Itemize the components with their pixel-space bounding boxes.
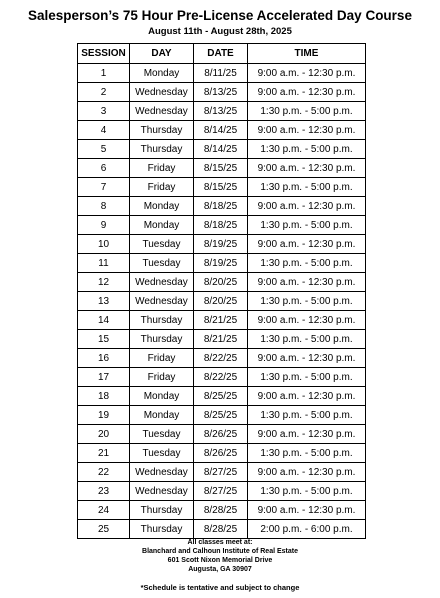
table-row xyxy=(78,178,366,197)
table-row xyxy=(78,216,366,235)
day-cell: Monday xyxy=(130,387,194,406)
city-state-zip: Augusta, GA 30907 xyxy=(188,566,252,573)
session-cell: 5 xyxy=(78,140,130,159)
table-row xyxy=(78,425,366,444)
session-cell: 25 xyxy=(78,520,130,539)
time-cell: 9:00 a.m. - 12:30 p.m. xyxy=(248,235,366,254)
time-cell: 9:00 a.m. - 12:30 p.m. xyxy=(248,425,366,444)
date-range-subtitle: August 11th - August 28th, 2025 xyxy=(148,26,292,37)
day-cell: Thursday xyxy=(130,501,194,520)
session-cell: 16 xyxy=(78,349,130,368)
time-cell: 9:00 a.m. - 12:30 p.m. xyxy=(248,121,366,140)
day-cell: Wednesday xyxy=(130,102,194,121)
date-cell: 8/19/25 xyxy=(194,254,248,273)
session-cell: 1 xyxy=(78,64,130,83)
table-row xyxy=(78,121,366,140)
date-cell: 8/19/25 xyxy=(194,235,248,254)
date-cell: 8/15/25 xyxy=(194,178,248,197)
time-cell: 1:30 p.m. - 5:00 p.m. xyxy=(248,102,366,121)
time-cell: 1:30 p.m. - 5:00 p.m. xyxy=(248,254,366,273)
time-cell: 9:00 a.m. - 12:30 p.m. xyxy=(248,273,366,292)
session-cell: 18 xyxy=(78,387,130,406)
date-cell: 8/13/25 xyxy=(194,83,248,102)
day-cell: Wednesday xyxy=(130,292,194,311)
meeting-location-label: All classes meet at: xyxy=(187,539,253,546)
table-row xyxy=(78,501,366,520)
time-cell: 9:00 a.m. - 12:30 p.m. xyxy=(248,197,366,216)
table-row xyxy=(78,292,366,311)
date-cell: 8/22/25 xyxy=(194,368,248,387)
session-cell: 10 xyxy=(78,235,130,254)
date-cell: 8/22/25 xyxy=(194,349,248,368)
day-cell: Wednesday xyxy=(130,482,194,501)
table-row xyxy=(78,159,366,178)
table-row xyxy=(78,520,366,539)
date-cell: 8/13/25 xyxy=(194,102,248,121)
institute-name: Blanchard and Calhoun Institute of Real Estate xyxy=(142,548,298,555)
table-row xyxy=(78,482,366,501)
day-cell: Friday xyxy=(130,349,194,368)
table-header-row xyxy=(78,44,366,64)
day-cell: Wednesday xyxy=(130,83,194,102)
session-cell: 3 xyxy=(78,102,130,121)
table-row xyxy=(78,64,366,83)
table-row xyxy=(78,463,366,482)
day-cell: Thursday xyxy=(130,121,194,140)
column-header-session: SESSION xyxy=(78,44,130,64)
time-cell: 9:00 a.m. - 12:30 p.m. xyxy=(248,501,366,520)
date-cell: 8/21/25 xyxy=(194,330,248,349)
day-cell: Tuesday xyxy=(130,254,194,273)
time-cell: 9:00 a.m. - 12:30 p.m. xyxy=(248,387,366,406)
session-cell: 2 xyxy=(78,83,130,102)
session-cell: 15 xyxy=(78,330,130,349)
table-row xyxy=(78,140,366,159)
table-row xyxy=(78,197,366,216)
date-cell: 8/25/25 xyxy=(194,387,248,406)
table-row xyxy=(78,406,366,425)
time-cell: 9:00 a.m. - 12:30 p.m. xyxy=(248,463,366,482)
table-row xyxy=(78,311,366,330)
column-header-time: TIME xyxy=(248,44,366,64)
date-cell: 8/27/25 xyxy=(194,463,248,482)
table-row xyxy=(78,273,366,292)
time-cell: 1:30 p.m. - 5:00 p.m. xyxy=(248,292,366,311)
time-cell: 9:00 a.m. - 12:30 p.m. xyxy=(248,83,366,102)
session-cell: 21 xyxy=(78,444,130,463)
date-cell: 8/21/25 xyxy=(194,311,248,330)
date-cell: 8/20/25 xyxy=(194,273,248,292)
time-cell: 1:30 p.m. - 5:00 p.m. xyxy=(248,406,366,425)
date-cell: 8/28/25 xyxy=(194,520,248,539)
session-cell: 23 xyxy=(78,482,130,501)
date-cell: 8/25/25 xyxy=(194,406,248,425)
schedule-body xyxy=(78,64,366,539)
time-cell: 1:30 p.m. - 5:00 p.m. xyxy=(248,140,366,159)
time-cell: 2:00 p.m. - 6:00 p.m. xyxy=(248,520,366,539)
time-cell: 1:30 p.m. - 5:00 p.m. xyxy=(248,330,366,349)
day-cell: Tuesday xyxy=(130,425,194,444)
date-cell: 8/11/25 xyxy=(194,64,248,83)
date-cell: 8/18/25 xyxy=(194,216,248,235)
day-cell: Tuesday xyxy=(130,444,194,463)
time-cell: 1:30 p.m. - 5:00 p.m. xyxy=(248,444,366,463)
time-cell: 9:00 a.m. - 12:30 p.m. xyxy=(248,64,366,83)
time-cell: 9:00 a.m. - 12:30 p.m. xyxy=(248,159,366,178)
day-cell: Thursday xyxy=(130,140,194,159)
session-cell: 14 xyxy=(78,311,130,330)
session-cell: 9 xyxy=(78,216,130,235)
disclaimer-note: *Schedule is tentative and subject to change xyxy=(140,583,300,592)
table-row xyxy=(78,349,366,368)
table-row xyxy=(78,368,366,387)
date-cell: 8/20/25 xyxy=(194,292,248,311)
time-cell: 1:30 p.m. - 5:00 p.m. xyxy=(248,482,366,501)
day-cell: Monday xyxy=(130,406,194,425)
table-row xyxy=(78,330,366,349)
date-cell: 8/26/25 xyxy=(194,444,248,463)
time-cell: 1:30 p.m. - 5:00 p.m. xyxy=(248,368,366,387)
time-cell: 1:30 p.m. - 5:00 p.m. xyxy=(248,216,366,235)
date-cell: 8/26/25 xyxy=(194,425,248,444)
street-address: 601 Scott Nixon Memorial Drive xyxy=(167,557,273,564)
date-cell: 8/14/25 xyxy=(194,140,248,159)
day-cell: Monday xyxy=(130,64,194,83)
day-cell: Friday xyxy=(130,368,194,387)
session-cell: 8 xyxy=(78,197,130,216)
day-cell: Thursday xyxy=(130,311,194,330)
session-cell: 11 xyxy=(78,254,130,273)
day-cell: Friday xyxy=(130,178,194,197)
table-row xyxy=(78,235,366,254)
day-cell: Thursday xyxy=(130,520,194,539)
session-cell: 7 xyxy=(78,178,130,197)
page-title: Salesperson’s 75 Hour Pre-License Accelerated Day Course xyxy=(28,8,412,23)
table-row xyxy=(78,102,366,121)
column-header-date: DATE xyxy=(194,44,248,64)
session-cell: 12 xyxy=(78,273,130,292)
day-cell: Tuesday xyxy=(130,235,194,254)
day-cell: Thursday xyxy=(130,330,194,349)
day-cell: Wednesday xyxy=(130,273,194,292)
session-cell: 6 xyxy=(78,159,130,178)
date-cell: 8/28/25 xyxy=(194,501,248,520)
date-cell: 8/27/25 xyxy=(194,482,248,501)
time-cell: 9:00 a.m. - 12:30 p.m. xyxy=(248,311,366,330)
day-cell: Wednesday xyxy=(130,463,194,482)
day-cell: Monday xyxy=(130,197,194,216)
column-header-day: DAY xyxy=(130,44,194,64)
session-cell: 17 xyxy=(78,368,130,387)
session-cell: 4 xyxy=(78,121,130,140)
session-cell: 20 xyxy=(78,425,130,444)
date-cell: 8/15/25 xyxy=(194,159,248,178)
time-cell: 9:00 a.m. - 12:30 p.m. xyxy=(248,349,366,368)
date-cell: 8/14/25 xyxy=(194,121,248,140)
session-cell: 13 xyxy=(78,292,130,311)
table-row xyxy=(78,387,366,406)
date-cell: 8/18/25 xyxy=(194,197,248,216)
session-cell: 24 xyxy=(78,501,130,520)
table-row xyxy=(78,254,366,273)
day-cell: Friday xyxy=(130,159,194,178)
session-cell: 22 xyxy=(78,463,130,482)
time-cell: 1:30 p.m. - 5:00 p.m. xyxy=(248,178,366,197)
table-row xyxy=(78,83,366,102)
schedule-table xyxy=(77,43,366,539)
table-row xyxy=(78,444,366,463)
session-cell: 19 xyxy=(78,406,130,425)
day-cell: Monday xyxy=(130,216,194,235)
